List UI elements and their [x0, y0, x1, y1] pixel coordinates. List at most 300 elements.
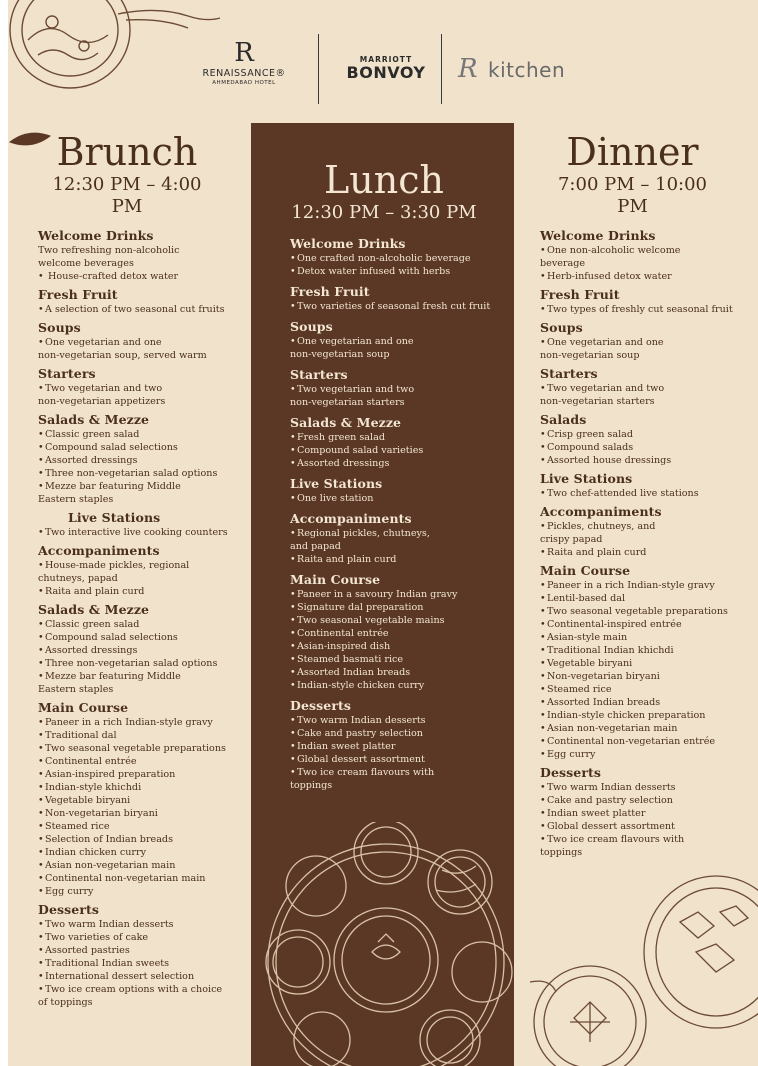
menu-item-text: Traditional Indian sweets [45, 958, 170, 969]
bullet-icon: • [290, 266, 296, 277]
dinner-time: 7:00 PM – 10:00 PM [557, 174, 707, 217]
section-heading: Soups [38, 320, 81, 335]
menu-item-text: Two vegetarian and two [297, 384, 415, 395]
menu-item-text: Two varieties of seasonal fresh cut fruit [297, 301, 491, 312]
menu-item-text: Two ice cream flavours with [547, 834, 685, 845]
menu-item-text: Eastern staples [38, 494, 114, 505]
menu-item [38, 382, 246, 395]
menu-item-text: Two interactive live cooking counters [45, 527, 228, 538]
menu-item-text: Global dessert assortment [297, 754, 425, 765]
brunch-time: 12:30 PM – 4:00 PM [52, 174, 202, 217]
thali-plate-sketch-icon [252, 822, 514, 1066]
menu-item [290, 335, 508, 348]
menu-item-text: Assorted dressings [297, 458, 390, 469]
menu-item [290, 444, 508, 457]
bullet-icon: • [38, 945, 44, 956]
logo-divider [441, 34, 442, 104]
menu-item-text: non-vegetarian soup [290, 349, 390, 360]
menu-item [540, 303, 750, 316]
menu-item-text: House-made pickles, regional [45, 560, 190, 571]
menu-section [290, 319, 508, 361]
menu-section [38, 228, 246, 283]
menu-item [290, 265, 508, 278]
bullet-icon: • [38, 769, 44, 780]
menu-item [540, 395, 750, 408]
menu-item-text: Indian-style khichdi [45, 782, 142, 793]
menu-item [38, 270, 246, 283]
bullet-icon: • [540, 645, 546, 656]
menu-item [38, 885, 246, 898]
menu-item-text: One vegetarian and one [547, 337, 664, 348]
menu-item-text: non-vegetarian starters [540, 396, 655, 407]
marriott-bonvoy-logo [340, 55, 432, 81]
renaissance-sub: AHMEDABAD HOTEL [212, 80, 276, 86]
bullet-icon: • [290, 602, 296, 613]
menu-item-text: Two vegetarian and two [45, 383, 163, 394]
renaissance-logo [192, 40, 296, 86]
menu-item [290, 627, 508, 640]
menu-item-text: Continental non-vegetarian entrée [547, 736, 716, 747]
menu-item [38, 467, 246, 480]
menu-item-text: Two seasonal vegetable preparations [547, 606, 728, 617]
menu-item [290, 653, 508, 666]
bullet-icon: • [540, 782, 546, 793]
menu-section [540, 366, 750, 408]
menu-item [38, 957, 246, 970]
menu-section [540, 287, 750, 316]
menu-item-text: Compound salads [547, 442, 634, 453]
bullet-icon: • [290, 767, 296, 778]
menu-section [290, 511, 508, 566]
menu-item [38, 441, 246, 454]
bullet-icon: • [38, 821, 44, 832]
menu-section [38, 543, 246, 598]
menu-section [38, 602, 246, 696]
bullet-icon: • [38, 847, 44, 858]
bullet-icon: • [38, 271, 44, 282]
menu-item [290, 740, 508, 753]
menu-item-text: Assorted dressings [45, 455, 138, 466]
marriott-text: MARRIOTT [359, 55, 413, 64]
menu-item [540, 618, 750, 631]
menu-item [540, 820, 750, 833]
menu-item [38, 644, 246, 657]
bullet-icon: • [38, 932, 44, 943]
menu-item [540, 794, 750, 807]
bullet-icon: • [540, 383, 546, 394]
bullet-icon: • [290, 741, 296, 752]
menu-section [38, 700, 246, 898]
section-heading: Desserts [38, 902, 100, 917]
menu-item [540, 781, 750, 794]
menu-item-text: Two seasonal vegetable preparations [45, 743, 226, 754]
menu-item-text: One vegetarian and one [45, 337, 162, 348]
menu-item-text: Fresh green salad [297, 432, 385, 443]
menu-item [540, 520, 750, 533]
menu-item [38, 244, 246, 257]
bullet-icon: • [38, 873, 44, 884]
menu-item [540, 683, 750, 696]
bullet-icon: • [290, 628, 296, 639]
menu-item [290, 588, 508, 601]
menu-item-text: Two refreshing non-alcoholic [38, 245, 180, 256]
menu-item-text: Two types of freshly cut seasonal fruit [547, 304, 733, 315]
menu-item [38, 657, 246, 670]
menu-item-text: Herb-infused detox water [547, 271, 672, 282]
section-heading: Accompaniments [38, 543, 160, 558]
bullet-icon: • [290, 445, 296, 456]
menu-item [540, 833, 750, 846]
bullet-icon: • [540, 455, 546, 466]
menu-item-text: Mezze bar featuring Middle [45, 481, 181, 492]
menu-item-text: Assorted dressings [45, 645, 138, 656]
menu-item [290, 779, 508, 792]
bullet-icon: • [38, 808, 44, 819]
bullet-icon: • [540, 697, 546, 708]
menu-item [38, 480, 246, 493]
section-heading: Desserts [290, 698, 352, 713]
bullet-icon: • [540, 521, 546, 532]
menu-item-text: Paneer in a rich Indian-style gravy [45, 717, 213, 728]
bullet-icon: • [290, 589, 296, 600]
bullet-icon: • [290, 493, 296, 504]
menu-item [38, 336, 246, 349]
menu-item-text: Cake and pastry selection [547, 795, 673, 806]
section-heading: Starters [540, 366, 598, 381]
menu-item-text: Two warm Indian desserts [45, 919, 174, 930]
menu-item-text: One non-alcoholic welcome [547, 245, 681, 256]
menu-item [38, 742, 246, 755]
menu-item-text: crispy papad [540, 534, 603, 545]
menu-item-text: Asian-inspired dish [297, 641, 391, 652]
bullet-icon: • [38, 756, 44, 767]
menu-item-text: Asian non-vegetarian main [45, 860, 176, 871]
bullet-icon: • [290, 641, 296, 652]
menu-item-text: Indian-style chicken preparation [547, 710, 706, 721]
menu-section [540, 765, 750, 859]
menu-item [290, 527, 508, 540]
bullet-icon: • [290, 554, 296, 565]
menu-item [290, 614, 508, 627]
brunch-sections [38, 228, 246, 1009]
menu-item [540, 382, 750, 395]
menu-item [38, 572, 246, 585]
menu-section [38, 510, 246, 539]
menu-section [540, 228, 750, 283]
menu-item [38, 931, 246, 944]
menu-item-text: Cake and pastry selection [297, 728, 423, 739]
menu-section [290, 572, 508, 692]
menu-item [38, 526, 246, 539]
section-heading: Starters [38, 366, 96, 381]
bullet-icon: • [540, 710, 546, 721]
menu-item-text: Classic green salad [45, 429, 140, 440]
menu-item-text: Raita and plain curd [297, 554, 397, 565]
menu-item [38, 631, 246, 644]
menu-item [290, 540, 508, 553]
lunch-column [290, 160, 508, 792]
menu-item-text: Non-vegetarian biryani [45, 808, 158, 819]
bullet-icon: • [540, 606, 546, 617]
menu-section [38, 902, 246, 1009]
bullet-icon: • [290, 680, 296, 691]
bullet-icon: • [540, 304, 546, 315]
bullet-icon: • [540, 736, 546, 747]
bullet-icon: • [38, 971, 44, 982]
menu-section [290, 367, 508, 409]
bullet-icon: • [38, 481, 44, 492]
menu-section [290, 236, 508, 278]
menu-item-text: Continental entrée [297, 628, 389, 639]
menu-item-text: One live station [297, 493, 374, 504]
menu-item-text: One vegetarian and one [297, 336, 414, 347]
bullet-icon: • [38, 958, 44, 969]
menu-item-text: Compound salad selections [45, 632, 178, 643]
bullet-icon: • [540, 658, 546, 669]
bullet-icon: • [38, 527, 44, 538]
menu-item-text: Classic green salad [45, 619, 140, 630]
menu-item [540, 592, 750, 605]
menu-item [38, 983, 246, 996]
menu-item [38, 670, 246, 683]
menu-item-text: Indian sweet platter [547, 808, 646, 819]
menu-item [38, 716, 246, 729]
menu-section [38, 320, 246, 362]
bullet-icon: • [38, 658, 44, 669]
menu-item-text: toppings [290, 780, 333, 791]
bullet-icon: • [290, 667, 296, 678]
section-heading: Welcome Drinks [290, 236, 406, 251]
section-heading: Salads & Mezze [38, 602, 150, 617]
menu-item-text: Two chef-attended live stations [547, 488, 699, 499]
menu-item [540, 336, 750, 349]
menu-item-text: Egg curry [45, 886, 94, 897]
menu-item-text: welcome beverages [38, 258, 134, 269]
bullet-icon: • [540, 808, 546, 819]
menu-item-text: International dessert selection [45, 971, 195, 982]
bullet-icon: • [540, 821, 546, 832]
menu-item [540, 270, 750, 283]
menu-item-text: and papad [290, 541, 341, 552]
menu-item-text: non-vegetarian starters [290, 397, 405, 408]
bullet-icon: • [540, 271, 546, 282]
bullet-icon: • [290, 432, 296, 443]
menu-section [540, 320, 750, 362]
menu-item-text: non-vegetarian appetizers [38, 396, 166, 407]
menu-item-text: Non-vegetarian biryani [547, 671, 660, 682]
menu-item-text: Assorted pastries [45, 945, 130, 956]
section-heading: Accompaniments [290, 511, 412, 526]
bullet-icon: • [540, 723, 546, 734]
menu-item-text: Pickles, chutneys, and [547, 521, 656, 532]
menu-item-text: Compound salad selections [45, 442, 178, 453]
menu-item-text: non-vegetarian soup, served warm [38, 350, 207, 361]
menu-item-text: Continental entrée [45, 756, 137, 767]
bullet-icon: • [540, 337, 546, 348]
menu-section [38, 287, 246, 316]
bullet-icon: • [38, 886, 44, 897]
section-heading: Salads & Mezze [38, 412, 150, 427]
menu-item-text: Indian sweet platter [297, 741, 396, 752]
menu-item-text: A selection of two seasonal cut fruits [45, 304, 225, 315]
bullet-icon: • [540, 795, 546, 806]
bullet-icon: • [38, 560, 44, 571]
menu-item [38, 755, 246, 768]
lunch-sections [290, 236, 508, 792]
menu-section [290, 284, 508, 313]
menu-item-text: Two ice cream options with a choice [45, 984, 223, 995]
menu-item [38, 781, 246, 794]
menu-item [290, 300, 508, 313]
menu-item [38, 820, 246, 833]
menu-item [38, 794, 246, 807]
lunch-time: 12:30 PM – 3:30 PM [291, 202, 477, 223]
menu-item [290, 766, 508, 779]
menu-item [540, 244, 750, 257]
bullet-icon: • [290, 615, 296, 626]
menu-item-text: Selection of Indian breads [45, 834, 173, 845]
bullet-icon: • [290, 336, 296, 347]
section-heading: Accompaniments [540, 504, 662, 519]
menu-item-text: Indian chicken curry [45, 847, 146, 858]
menu-item [38, 257, 246, 270]
menu-item-text: Indian-style chicken curry [297, 680, 425, 691]
brunch-title: Brunch [56, 130, 198, 174]
bullet-icon: • [290, 754, 296, 765]
menu-section [540, 504, 750, 559]
bullet-icon: • [38, 795, 44, 806]
bullet-icon: • [38, 834, 44, 845]
menu-item-text: Steamed basmati rice [297, 654, 404, 665]
section-heading: Welcome Drinks [38, 228, 154, 243]
menu-item-text: of toppings [38, 997, 93, 1008]
bullet-icon: • [38, 671, 44, 682]
menu-item [540, 428, 750, 441]
menu-item [540, 722, 750, 735]
bullet-icon: • [38, 782, 44, 793]
bullet-icon: • [540, 749, 546, 760]
menu-item [540, 631, 750, 644]
dinner-sections [540, 228, 750, 859]
bullet-icon: • [290, 384, 296, 395]
menu-item [38, 768, 246, 781]
bullet-icon: • [38, 619, 44, 630]
r-kitchen-mark: R [458, 54, 478, 84]
menu-item [290, 640, 508, 653]
menu-item-text: Regional pickles, chutneys, [297, 528, 430, 539]
section-heading: Starters [290, 367, 348, 382]
menu-section [290, 476, 508, 505]
section-heading: Salads & Mezze [290, 415, 402, 430]
menu-item [38, 859, 246, 872]
menu-item [540, 696, 750, 709]
menu-section [38, 412, 246, 506]
menu-item-text: Raita and plain curd [547, 547, 647, 558]
section-heading: Desserts [540, 765, 602, 780]
menu-section [540, 471, 750, 500]
menu-item-text: Two varieties of cake [45, 932, 149, 943]
bullet-icon: • [38, 383, 44, 394]
bullet-icon: • [540, 593, 546, 604]
dinner-column [540, 132, 750, 859]
section-heading: Main Course [38, 700, 129, 715]
menu-section [290, 698, 508, 792]
menu-item-text: Paneer in a rich Indian-style gravy [547, 580, 715, 591]
menu-item [540, 670, 750, 683]
bullet-icon: • [38, 984, 44, 995]
menu-item-text: Vegetable biryani [547, 658, 633, 669]
menu-item-text: Continental-inspired entrée [547, 619, 682, 630]
menu-item [290, 431, 508, 444]
bullet-icon: • [38, 455, 44, 466]
brunch-column [38, 132, 246, 1009]
bullet-icon: • [540, 442, 546, 453]
menu-item [540, 709, 750, 722]
section-heading: Live Stations [68, 510, 161, 525]
bullet-icon: • [540, 580, 546, 591]
menu-item [540, 533, 750, 546]
menu-section [540, 412, 750, 467]
bullet-icon: • [290, 458, 296, 469]
menu-item [290, 252, 508, 265]
menu-item [38, 729, 246, 742]
menu-item-text: Assorted Indian breads [297, 667, 411, 678]
menu-item [540, 846, 750, 859]
menu-item-text: Two seasonal vegetable mains [297, 615, 445, 626]
menu-item [38, 807, 246, 820]
menu-item-text: Traditional Indian khichdi [547, 645, 674, 656]
menu-item-text: Eastern staples [38, 684, 114, 695]
bullet-icon: • [290, 253, 296, 264]
menu-item [38, 846, 246, 859]
bullet-icon: • [38, 586, 44, 597]
menu-item [38, 395, 246, 408]
section-heading: Fresh Fruit [290, 284, 370, 299]
bullet-icon: • [540, 671, 546, 682]
menu-item [540, 487, 750, 500]
bullet-icon: • [38, 717, 44, 728]
menu-item-text: Lentil-based dal [547, 593, 626, 604]
bullet-icon: • [540, 834, 546, 845]
page-edge [0, 0, 8, 1066]
bullet-icon: • [38, 429, 44, 440]
menu-section [540, 563, 750, 761]
menu-item-text: Asian non-vegetarian main [547, 723, 678, 734]
menu-item-text: Three non-vegetarian salad options [45, 658, 218, 669]
menu-item-text: Signature dal preparation [297, 602, 424, 613]
menu-item [540, 807, 750, 820]
menu-item [38, 683, 246, 696]
menu-section [290, 415, 508, 470]
menu-item-text: One crafted non-alcoholic beverage [297, 253, 471, 264]
section-heading: Salads [540, 412, 587, 427]
menu-item [38, 585, 246, 598]
bullet-icon: • [540, 632, 546, 643]
menu-item [38, 618, 246, 631]
menu-item-text: toppings [540, 847, 583, 858]
menu-item [290, 348, 508, 361]
bullet-icon: • [540, 619, 546, 630]
menu-item [38, 970, 246, 983]
menu-item [540, 735, 750, 748]
bullet-icon: • [540, 245, 546, 256]
menu-item [290, 727, 508, 740]
food-sketch-bottom-right-icon [520, 852, 758, 1066]
menu-item [540, 644, 750, 657]
menu-item-text: Asian-style main [547, 632, 628, 643]
bullet-icon: • [38, 645, 44, 656]
bonvoy-text: BONVOY [346, 63, 426, 82]
